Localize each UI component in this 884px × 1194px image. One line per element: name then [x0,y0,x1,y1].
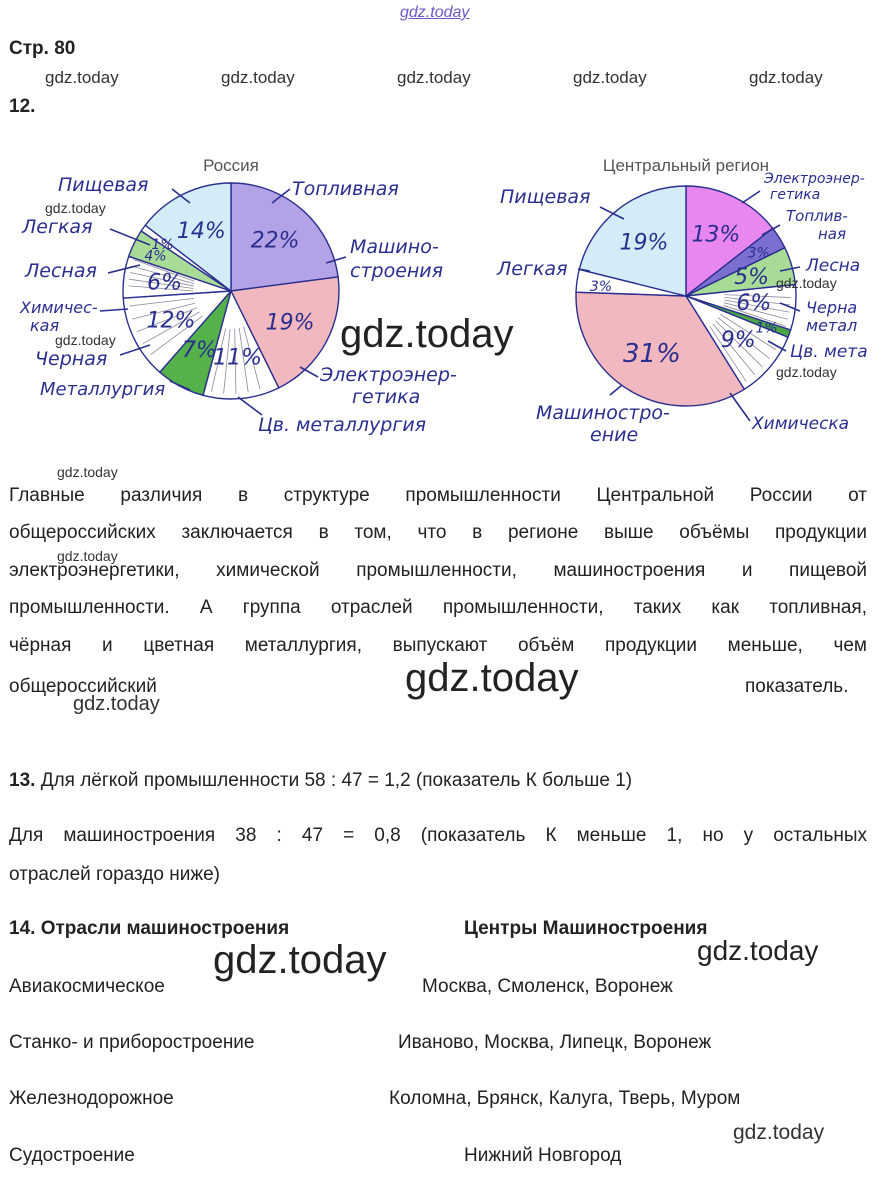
label-food: Пищевая [58,174,149,196]
watermark: gdz.today [405,656,579,700]
label-chem-1: Химичес- [20,298,98,317]
slice-value-label: 31% [623,339,681,370]
label-fuel-1: Топлив- [786,207,848,225]
watermark: gdz.today [55,332,116,348]
watermark: gdz.today [45,200,106,216]
label-ferrous-1: Черная [35,348,108,370]
slice-value-label: 1% [755,320,778,337]
task13-line2b: отраслей гораздо ниже) [9,864,220,885]
watermark: gdz.today [57,464,118,480]
label-light: Легкая [22,216,93,238]
label-machine-1: Машиностро- [536,402,670,424]
page-ref: Стр. 80 [9,38,76,59]
label-light: Легкая [497,258,568,280]
watermark: gdz.today [776,275,837,291]
slice-value-label: 11% [213,345,263,371]
task13-number: 13. [9,770,36,791]
label-forest: Лесная [25,260,97,282]
centers: Москва, Смоленск, Воронеж [422,976,673,997]
watermark: gdz.today [221,68,295,87]
label-ferrous-1: Черна [806,298,858,317]
watermark: gdz.today [733,1121,825,1144]
slice-value-label: 3% [589,279,613,296]
watermark: gdz.today [749,68,823,87]
chart-title-central: Центральный регион [602,156,770,175]
branch: Железнодорожное [9,1088,174,1109]
slice-value-label: 19% [265,310,315,336]
summary-line: Главные различия в структуре промышленности Центральной России от [9,485,867,506]
watermark: gdz.today [57,548,118,564]
watermark: gdz.today [73,693,160,715]
slice-value-label: 12% [146,308,196,334]
centers: Нижний Новгород [464,1145,622,1166]
chart-central [496,156,868,445]
task14-header-right: Центры Машиностроения [464,918,708,939]
label-chem: Химическа [752,414,850,434]
watermark-top: gdz.today [400,4,470,21]
chart-russia [19,156,457,436]
task14-header-left: 14. Отрасли машиностроения [9,918,290,939]
label-ferrous-2: метал [806,316,858,335]
watermark: gdz.today [213,938,387,982]
label-food: Пищевая [500,186,591,208]
label-energy-1: Электроэнер- [320,364,457,386]
summary-last-right: показатель. [745,676,849,697]
summary-line: общероссийских заключается в том, что в регионе выше объёмы продукции [9,522,867,543]
slice-value-label: 4% [144,248,167,265]
label-machine-2: ение [590,424,639,445]
slice-value-label: 22% [250,228,300,254]
slice-value-label: 6% [147,270,183,296]
label-machine-2: строения [350,260,444,282]
slice-value-label: 7% [181,338,217,364]
pie-charts [0,145,884,445]
slice-value-label: 3% [747,245,770,262]
branch: Станко- и приборостроение [9,1032,255,1053]
slice-value-label: 9% [720,327,756,353]
label-fuel-2: ная [818,225,847,243]
task13-line2a: Для машиностроения 38 : 47 = 0,8 (показатель К меньше 1, но у остальных [9,825,867,846]
label-nonferrous: Цв. мета [790,342,868,362]
branch: Судостроение [9,1145,135,1166]
watermark: gdz.today [340,312,514,356]
label-ferrous-2: Металлургия [40,379,166,400]
label-nonferrous: Цв. металлургия [258,414,427,436]
summary-line: чёрная и цветная металлургия, выпускают объём продукции меньше, чем [9,635,867,656]
branch: Авиакосмическое [9,976,165,997]
summary-line: электроэнергетики, химической промышленности, машиностроения и пищевой [9,560,867,581]
slice-value-label: 5% [734,265,770,291]
slice-value-label: 13% [691,222,741,248]
label-energy-2: гетика [770,187,821,203]
task12-number: 12. [9,96,36,117]
summary-line: промышленности. А группа отраслей промышленности, таких как топливная, [9,597,867,618]
slice-value-label: 19% [619,230,669,256]
slice-value-label: 14% [176,218,226,244]
task13-line1 [9,769,632,793]
label-machine-1: Машино- [350,236,439,258]
slice-value-label: 1% [151,236,174,253]
task13-text: Для лёгкой промышленности 58 : 47 = 1,2 (показатель К больше 1) [35,770,633,791]
label-energy-2: гетика [352,386,421,408]
watermark: gdz.today [573,68,647,87]
summary-last-left: общероссийский [9,676,157,697]
watermark: gdz.today [697,935,819,966]
label-chem-2: кая [30,316,60,335]
centers: Иваново, Москва, Липецк, Воронеж [398,1032,712,1053]
label-fuel: Топливная [292,178,399,200]
label-energy-1: Электроэнер- [764,171,865,187]
centers: Коломна, Брянск, Калуга, Тверь, Муром [389,1088,741,1109]
watermark: gdz.today [45,68,119,87]
watermark: gdz.today [397,68,471,87]
watermark: gdz.today [776,364,837,380]
slice-value-label: 6% [736,291,772,317]
chart-title-russia: Россия [203,156,259,175]
label-forest: Лесна [806,256,861,276]
